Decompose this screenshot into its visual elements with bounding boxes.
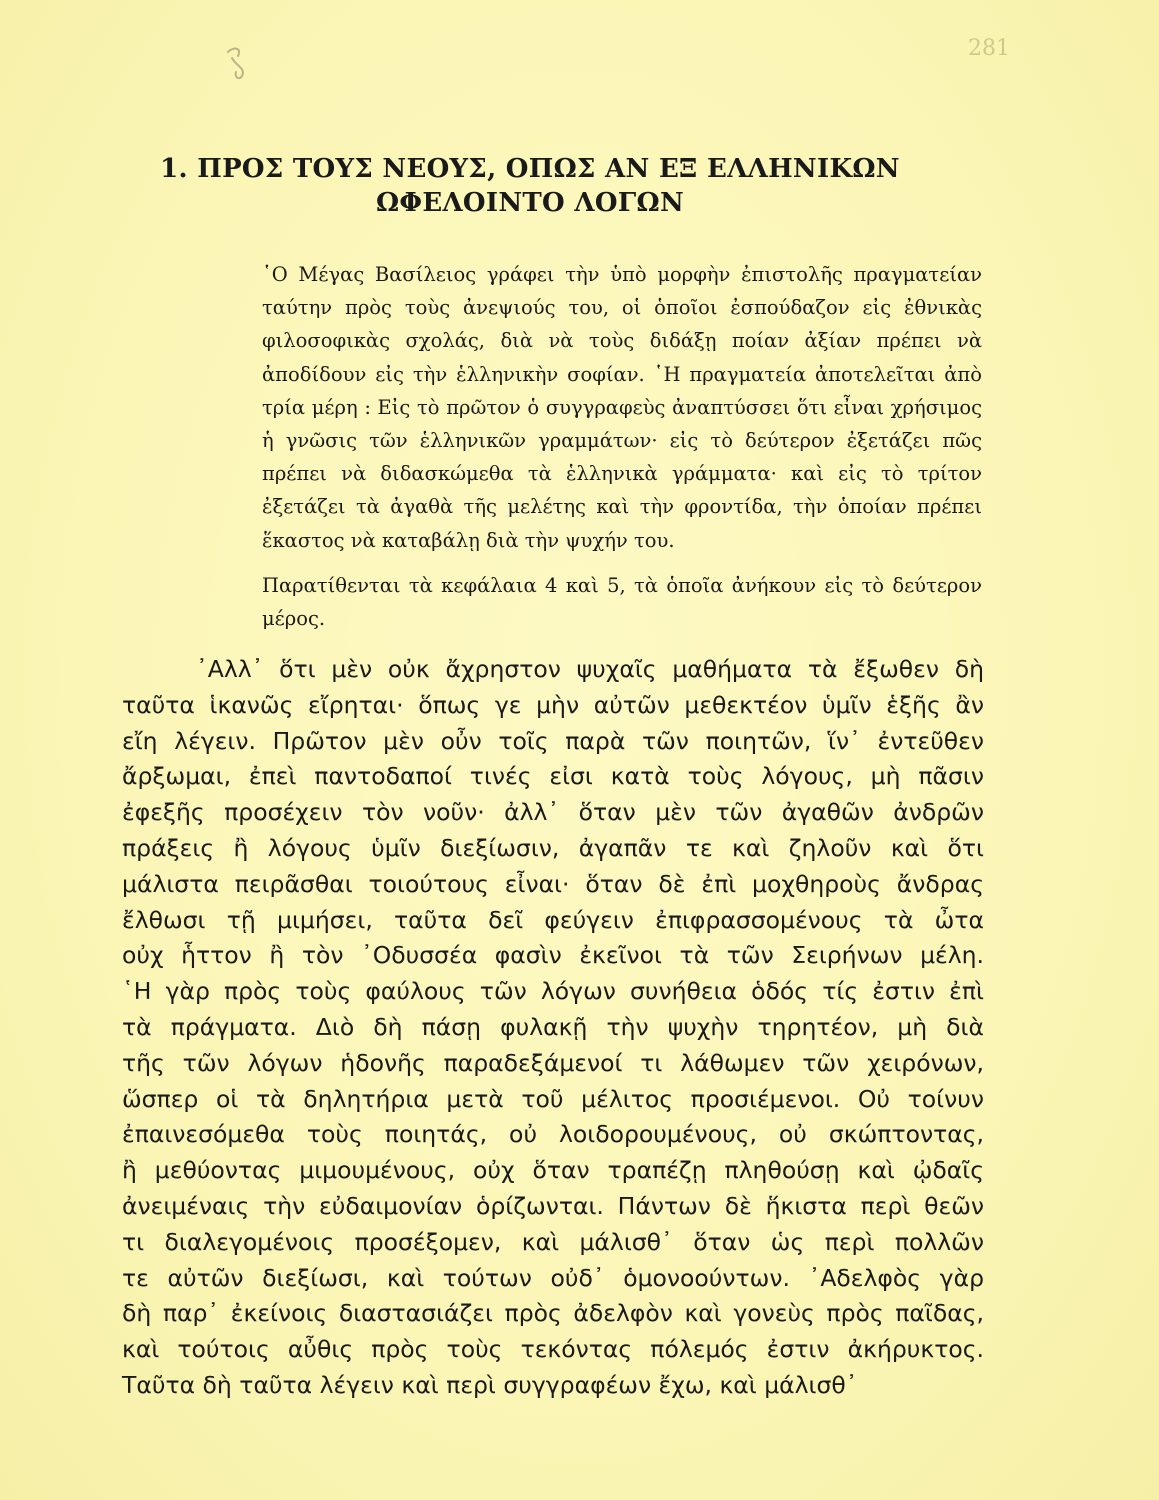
text-line: ἐπαινεσόμεθα τοὺς ποιητάς, οὐ λοιδορουμένους, οὐ σκώπτοντας, — [122, 1120, 984, 1149]
intro-paragraph-1: ῾Ο Μέγας Βασίλειος γράφει τὴν ὑπὸ μορφὴν ἐπιστολῆς πραγματείαν ταύτην πρὸς τοὺς ἀνεψιούς του, οἱ ὁποῖοι ἐσπούδαζον εἰς ἐθνικὰς φιλοσοφικὰς σχολάς, διὰ νὰ τοὺς διδάξῃ ποίαν ἀξίαν πρέπει νὰ ἀποδίδουν εἰς τὴν ἑλληνικὴν σοφίαν. ῾Η πραγματεία ἀποτελεῖται ἀπὸ τρία μέρη : Εἰς τὸ πρῶτον ὁ συγγραφεὺς ἀναπτύσσει ὅτι εἶναι χρήσιμος ἡ γνῶσις τῶν ἑλληνικῶν γραμμάτων· εἰς τὸ δεύτερον ἐξετάζει πῶς πρέπει νὰ διδασκώμεθα τὰ ἑλληνικὰ γράμματα· καὶ εἰς τὸ τρίτον ἐξετάζει τὰ ἀγαθὰ τῆς μελέτης καὶ τὴν φροντίδα, τὴν ὁποίαν πρέπει ἕκαστος νὰ καταβάλῃ διὰ τὴν ψυχήν του. — [262, 263, 982, 552]
text-line: εἴη λέγειν. Πρῶτον μὲν οὖν τοῖς παρὰ τῶν ποιητῶν, ἵν᾿ ἐντεῦθεν — [122, 726, 984, 755]
text-line: ἐφεξῆς προσέχειν τὸν νοῦν· ἀλλ᾿ ὅταν μὲν τῶν ἀγαθῶν ἀνδρῶν — [122, 798, 984, 827]
text-line: οὐχ ἧττον ἢ τὸν ᾿Οδυσσέα φασὶν ἐκεῖνοι τὰ τῶν Σειρήνων μέλη. — [122, 941, 984, 970]
text-line: ὥσπερ οἱ τὰ δηλητήρια μετὰ τοῦ μέλιτος προσιέμενοι. Οὐ τοίνυν — [122, 1084, 984, 1113]
text-line: ᾿Αλλ᾿ ὅτι μὲν οὐκ ἄχρηστον ψυχαῖς μαθήματα τὰ ἔξωθεν δὴ — [196, 655, 984, 683]
text-line: μάλιστα πειρᾶσθαι τοιούτους εἶναι· ὅταν δὲ ἐπὶ μοχθηροὺς ἄνδρας — [122, 869, 984, 898]
intro-paragraph-2: Παρατίθενται τὰ κεφάλαια 4 καὶ 5, τὰ ὁποῖα ἀνήκουν εἰς τὸ δεύτερον μέρος. — [262, 573, 982, 631]
pencil-mark-icon — [222, 44, 262, 84]
chapter-title-line-2: ΩΦΕΛΟΙΝΤΟ ΛΟΓΩΝ — [375, 188, 685, 218]
text-line: ἄρξωμαι, ἐπεὶ παντοδαποί τινές εἰσι κατὰ τοὺς λόγους, μὴ πᾶσιν — [122, 762, 984, 791]
text-line: πράξεις ἢ λόγους ὑμῖν διεξίωσιν, ἀγαπᾶν τε καὶ ζηλοῦν καὶ ὅτι — [122, 833, 984, 862]
page-number: 281 — [968, 36, 1010, 61]
text-line: τῆς τῶν λόγων ἡδονῆς παραδεξάμενοί τι λάθωμεν τῶν χειρόνων, — [122, 1048, 984, 1077]
text-line: τι διαλεγομένοις προσέξομεν, καὶ μάλισθ᾿ ὅταν ὡς περὶ πολλῶν — [122, 1227, 984, 1256]
text-line: ἢ μεθύοντας μιμουμένους, οὐχ ὅταν τραπέζῃ πληθούσῃ καὶ ᾠδαῖς — [122, 1156, 984, 1185]
text-line: ἔλθωσι τῇ μιμήσει, ταῦτα δεῖ φεύγειν ἐπιφρασσομένους τὰ ὦτα — [122, 905, 984, 934]
text-line: τε αὐτῶν διεξίωσι, καὶ τούτων οὐδ᾿ ὁμονοούντων. ᾿Αδελφὸς γὰρ — [122, 1263, 984, 1292]
text-line: δὴ παρ᾿ ἐκείνοις διαστασιάζει πρὸς ἀδελφὸν καὶ γονεὺς πρὸς παῖδας, — [122, 1299, 984, 1328]
text-line: ἀνειμέναις τὴν εὐδαιμονίαν ὁρίζωνται. Πάντων δὲ ἥκιστα περὶ θεῶν — [122, 1191, 984, 1220]
chapter-title-line-1: 1. ΠΡΟΣ ΤΟΥΣ ΝΕΟΥΣ, ΟΠΩΣ ΑΝ ΕΞ ΕΛΛΗΝΙΚΩΝ — [160, 154, 900, 184]
text-line: καὶ τούτοις αὖθις πρὸς τοὺς τεκόντας πόλεμός ἐστιν ἀκήρυκτος. — [122, 1335, 984, 1364]
text-line: τὰ πράγματα. Διὸ δὴ πάσῃ φυλακῇ τὴν ψυχὴν τηρητέον, μὴ διὰ — [122, 1012, 984, 1041]
greek-text — [122, 652, 984, 1404]
text-line: ῾Η γὰρ πρὸς τοὺς φαύλους τῶν λόγων συνήθεια ὁδός τίς ἐστιν ἐπὶ — [122, 977, 984, 1006]
chapter-title — [140, 152, 920, 220]
text-line: Ταῦτα δὴ ταῦτα λέγειν καὶ περὶ συγγραφέων ἔχω, καὶ μάλισθ᾿ — [122, 1370, 858, 1399]
text-line: ταῦτα ἱκανῶς εἴρηται· ὅπως γε μὴν αὐτῶν μεθεκτέον ὑμῖν ἑξῆς ἂν — [122, 690, 984, 719]
introduction — [262, 258, 982, 635]
